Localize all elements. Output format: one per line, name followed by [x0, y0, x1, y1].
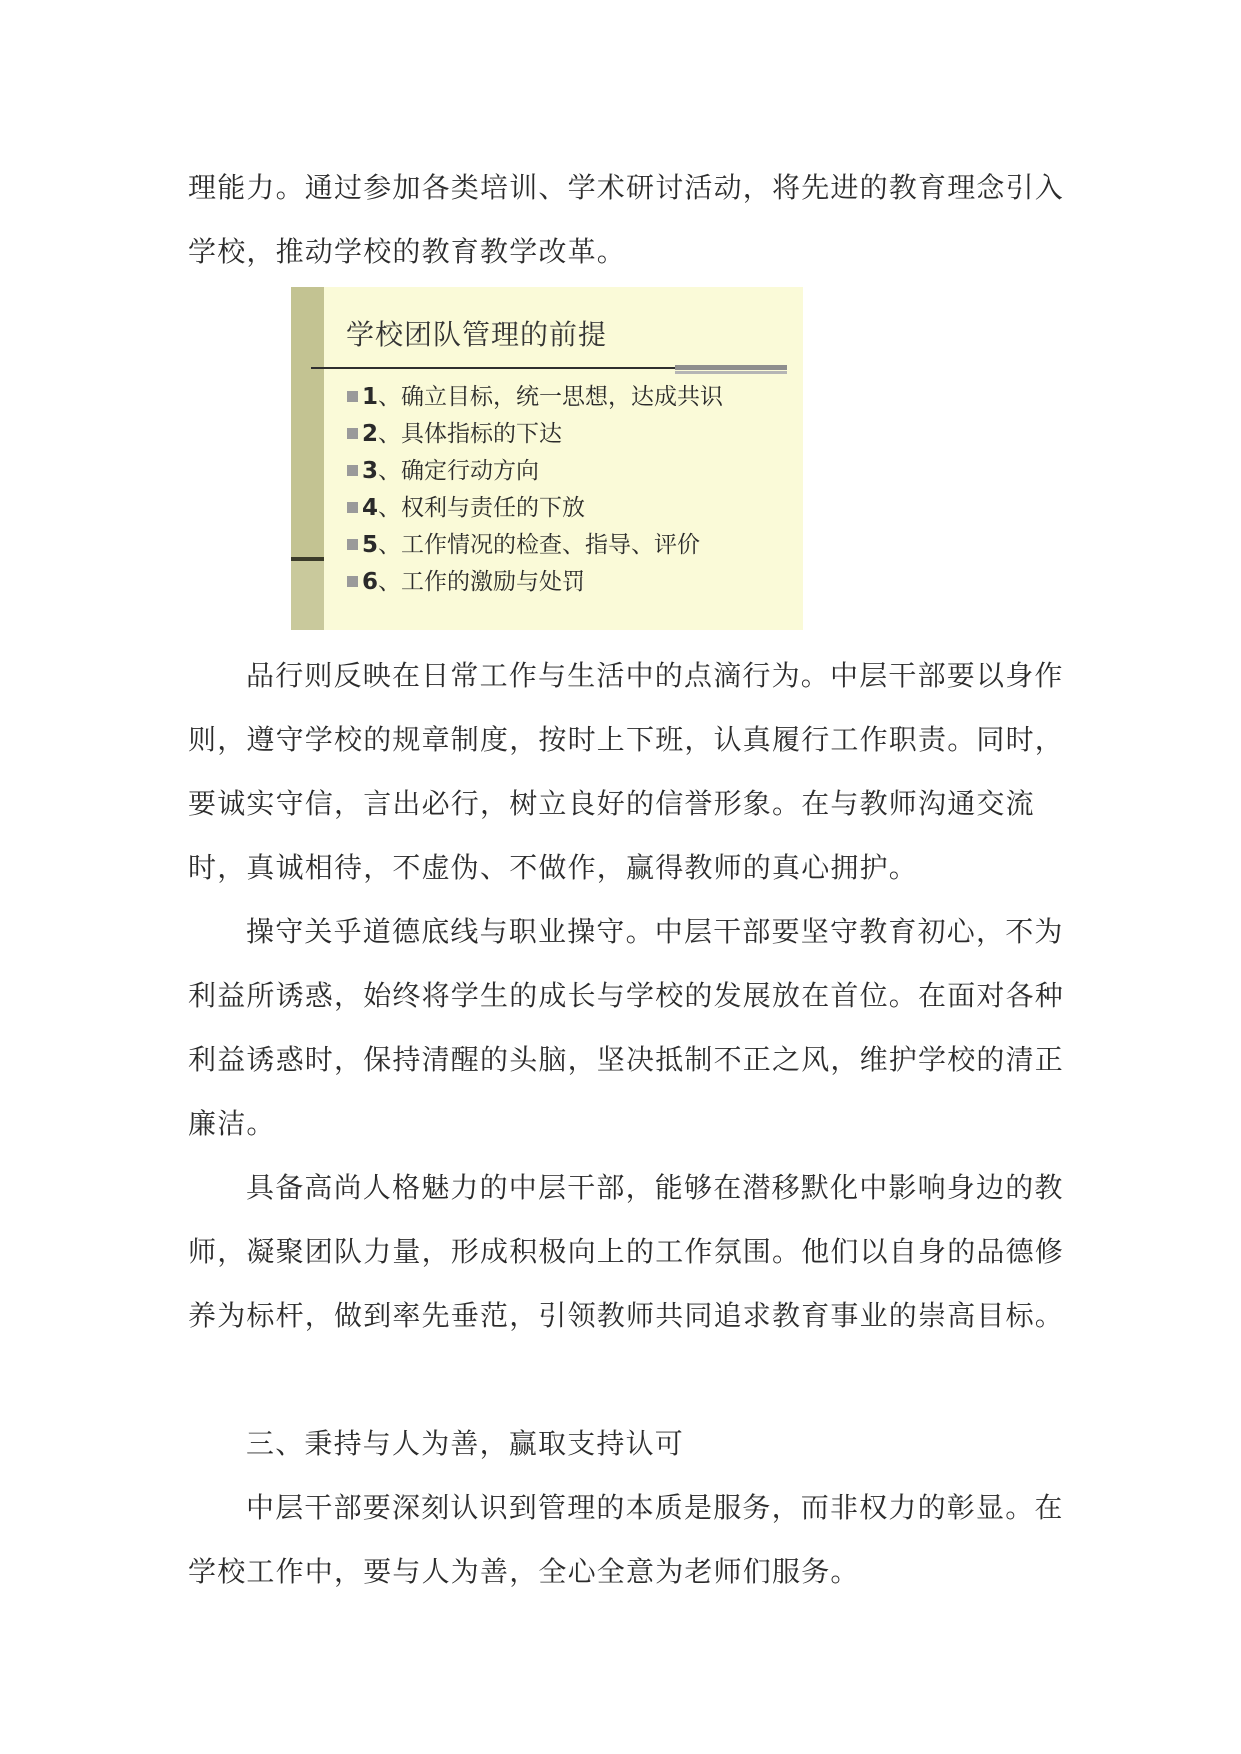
- slide-figure: [291, 287, 803, 630]
- square-bullet-icon: [347, 428, 358, 439]
- slide-rule-accent: [675, 365, 787, 370]
- slide-title: 学校团队管理的前提: [346, 318, 608, 351]
- paragraph-service: 中层干部要深刻认识到管理的本质是服务，而非权力的彰显。在学校工作中，要与人为善，全心全意为老师们服务。: [188, 1491, 1064, 1588]
- slide-list-item: 4、权利与责任的下放: [347, 490, 723, 527]
- slide-side-bar-divider: [291, 557, 324, 561]
- square-bullet-icon: [347, 465, 358, 476]
- paragraph-top: 理能力。通过参加各类培训、学术研讨活动，将先进的教育理念引入学校，推动学校的教育教学改革。: [188, 171, 1065, 268]
- square-bullet-icon: [347, 391, 358, 402]
- square-bullet-icon: [347, 502, 358, 513]
- slide-list-item: 3、确定行动方向: [347, 453, 723, 490]
- square-bullet-icon: [347, 539, 358, 550]
- section-heading: 三、秉持与人为善，赢取支持认可: [246, 1427, 685, 1460]
- slide-list-item: 2、具体指标的下达: [347, 416, 723, 453]
- slide-list: [347, 379, 723, 601]
- paragraph-integrity: 操守关乎道德底线与职业操守。中层干部要坚守教育初心，不为利益所诱惑，始终将学生的成长与学校的发展放在首位。在面对各种利益诱惑时，保持清醒的头脑，坚决抵制不正之风，维护学校的清正廉洁。: [188, 915, 1065, 1140]
- square-bullet-icon: [347, 576, 358, 587]
- paragraph-conduct: 品行则反映在日常工作与生活中的点滴行为。中层干部要以身作则，遵守学校的规章制度，按时上下班，认真履行工作职责。同时，要诚实守信，言出必行，树立良好的信誉形象。在与教师沟通交流时，真诚相待，不虚伪、不做作，赢得教师的真心拥护。: [188, 659, 1065, 884]
- slide-list-item: 1、确立目标，统一思想，达成共识: [347, 379, 723, 416]
- paragraph-charisma: 具备高尚人格魅力的中层干部，能够在潜移默化中影响身边的教师，凝聚团队力量，形成积极向上的工作氛围。他们以自身的品德修养为标杆，做到率先垂范，引领教师共同追求教育事业的崇高目标。: [188, 1171, 1065, 1332]
- slide-list-item: 5、工作情况的检查、指导、评价: [347, 527, 723, 564]
- slide-side-bar-top: [291, 287, 324, 561]
- slide-rule-accent-shadow: [675, 371, 787, 374]
- slide-list-item: 6、工作的激励与处罚: [347, 564, 723, 601]
